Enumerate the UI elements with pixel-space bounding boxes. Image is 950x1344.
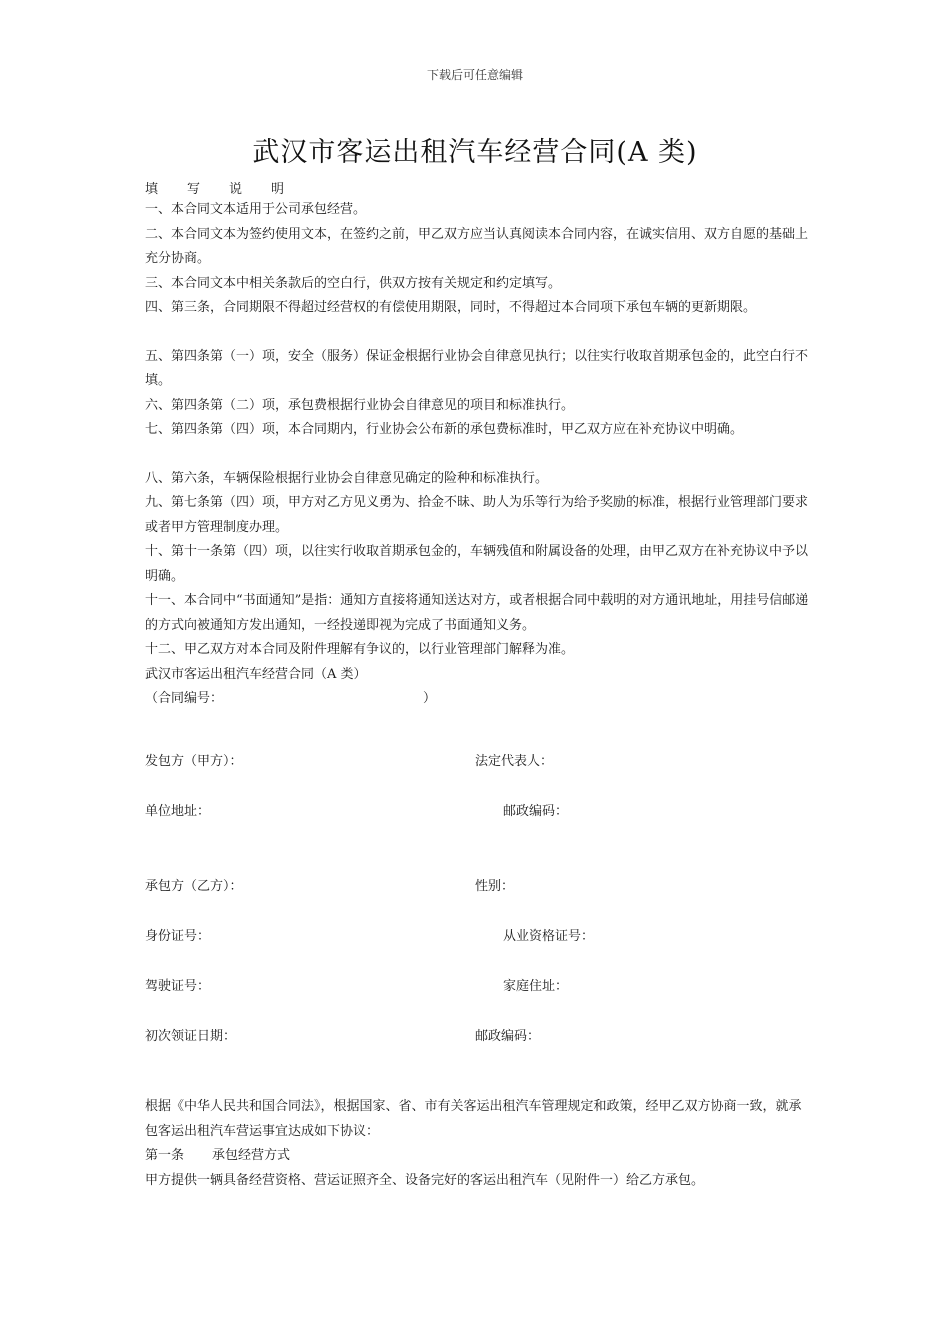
instructions-heading: 填写说明 bbox=[145, 182, 314, 197]
instruction-item: 四、第三条，合同期限不得超过经营权的有偿使用期限，同时，不得超过本合同项下承包车辆的更新期限。 bbox=[145, 300, 757, 315]
contract-number-label: （合同编号： bbox=[145, 691, 224, 706]
id-number-label: 身份证号： bbox=[145, 929, 211, 944]
preamble-paragraph: 根据《中华人民共和国合同法》，根据国家、省、市有关客运出租汽车管理规定和政策，经甲乙双方协商一致，就承包客运出租汽车营运事宜达成如下协议： bbox=[145, 1099, 802, 1139]
party-b-label: 承包方（乙方）： bbox=[145, 879, 243, 894]
first-license-date-label: 初次领证日期： bbox=[145, 1029, 237, 1044]
instruction-item: 十、第十一条第（四）项，以往实行收取首期承包金的，车辆残值和附属设备的处理，由甲乙双方在补充协议中予以明确。 bbox=[145, 544, 809, 584]
instruction-item: 八、第六条，车辆保险根据行业协会自律意见确定的险种和标准执行。 bbox=[145, 470, 549, 486]
instruction-item: 九、第七条第（四）项，甲方对乙方见义勇为、拾金不昧、助人为乐等行为给予奖励的标准，根据行业管理部门要求或者甲方管理制度办理。 bbox=[145, 495, 809, 535]
header-note: 下载后可任意编辑 bbox=[426, 68, 523, 82]
party-a-label: 发包方（甲方）： bbox=[145, 754, 243, 769]
instruction-item: 一、本合同文本适用于公司承包经营。 bbox=[145, 202, 367, 217]
instruction-item: 三、本合同文本中相关条款后的空白行，供双方按有关规定和约定填写。 bbox=[145, 275, 562, 291]
instruction-item: 七、第四条第（四）项，本合同期内，行业协会公布新的承包费标准时，甲乙双方应在补充协议中明确。 bbox=[145, 422, 744, 437]
instruction-item: 十一、本合同中“书面通知”是指：通知方直接将通知送达对方，或者根据合同中载明的对方通讯地址，用挂号信邮递的方式向被通知方发出通知，一经投递即视为完成了书面通知义务。 bbox=[145, 593, 809, 633]
legal-rep-label: 法定代表人： bbox=[475, 754, 554, 769]
instruction-item: 五、第四条第（一）项，安全（服务）保证金根据行业协会自律意见执行；以往实行收取首期承包金的，此空白行不填。 bbox=[145, 348, 809, 388]
postcode-a-label: 邮政编码： bbox=[503, 804, 569, 819]
article-1-text: 甲方提供一辆具备经营资格、营运证照齐全、设备完好的客运出租汽车（见附件一）给乙方承包。 bbox=[145, 1172, 705, 1188]
contract-subtitle: 武汉市客运出租汽车经营合同（A 类） bbox=[145, 666, 367, 682]
contract-number-close: ） bbox=[423, 691, 437, 706]
article-1-number: 第一条 bbox=[145, 1148, 185, 1163]
article-1-title: 承包经营方式 bbox=[212, 1148, 291, 1163]
license-label: 驾驶证号： bbox=[145, 979, 211, 994]
article-1-heading bbox=[145, 1144, 825, 1169]
instruction-item: 十二、甲乙双方对本合同及附件理解有争议的，以行业管理部门解释为准。 bbox=[145, 642, 575, 657]
address-label: 单位地址： bbox=[145, 804, 211, 819]
instruction-item: 六、第四条第（二）项，承包费根据行业协会自律意见的项目和标准执行。 bbox=[145, 397, 575, 413]
instructions-list bbox=[145, 198, 825, 712]
qualification-label: 从业资格证号： bbox=[503, 929, 595, 944]
contract-number-line bbox=[145, 687, 825, 712]
contract-body bbox=[145, 1095, 825, 1193]
document-title: 武汉市客运出租汽车经营合同(A 类) bbox=[252, 137, 698, 168]
gender-label: 性别： bbox=[475, 879, 515, 894]
home-address-label: 家庭住址： bbox=[503, 979, 569, 994]
postcode-b-label: 邮政编码： bbox=[475, 1029, 541, 1044]
instruction-item: 二、本合同文本为签约使用文本，在签约之前，甲乙双方应当认真阅读本合同内容，在诚实信用、双方自愿的基础上充分协商。 bbox=[145, 226, 809, 266]
